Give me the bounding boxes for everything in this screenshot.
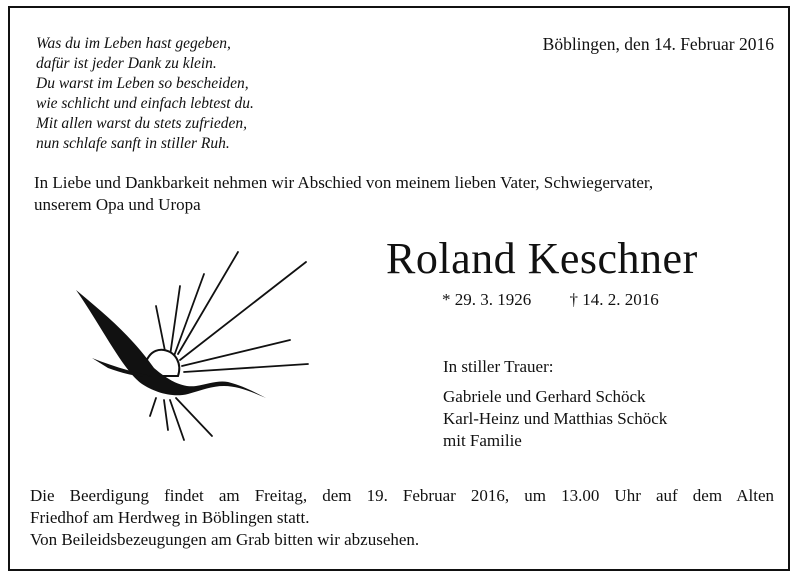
mourner-name: mit Familie	[443, 431, 522, 450]
death-date: † 14. 2. 2016	[569, 290, 659, 309]
mourner-name: Karl-Heinz und Matthias Schöck	[443, 409, 668, 428]
poem-line: nun schlafe sanft in stiller Ruh.	[36, 135, 230, 152]
funeral-line: Friedhof am Herdweg in Böblingen statt.	[30, 508, 310, 527]
place-date: Böblingen, den 14. Februar 2016	[542, 34, 774, 54]
mourners	[443, 356, 667, 452]
funeral-line: Von Beileidsbezeugungen am Grab bitten wir abzusehen.	[30, 530, 420, 549]
poem-line: Mit allen warst du stets zufrieden,	[36, 115, 247, 132]
poem-line: Was du im Leben hast gegeben,	[36, 35, 231, 52]
poem-line: Du warst im Leben so bescheiden,	[36, 75, 249, 92]
intro-text	[34, 172, 774, 216]
deceased-name: Roland Keschner	[386, 234, 698, 283]
mourner-name: Gabriele und Gerhard Schöck	[443, 387, 646, 406]
intro-line: In Liebe und Dankbarkeit nehmen wir Abschied von meinem lieben Vater, Schwiegervater,	[34, 173, 654, 192]
mourners-label: In stiller Trauer:	[443, 357, 554, 376]
funeral-line: Die Beerdigung findet am Freitag, dem 19. Februar 2016, um 13.00 Uhr auf dem Alten	[30, 486, 774, 505]
life-dates	[442, 290, 659, 310]
poem	[36, 34, 254, 154]
poem-line: dafür ist jeder Dank zu klein.	[36, 55, 217, 72]
funeral-info	[30, 485, 774, 551]
intro-line: unserem Opa und Uropa	[34, 195, 201, 214]
birth-date: * 29. 3. 1926	[442, 290, 532, 309]
poem-line: wie schlicht und einfach lebtest du.	[36, 95, 254, 112]
sun-bird-icon	[72, 248, 317, 448]
